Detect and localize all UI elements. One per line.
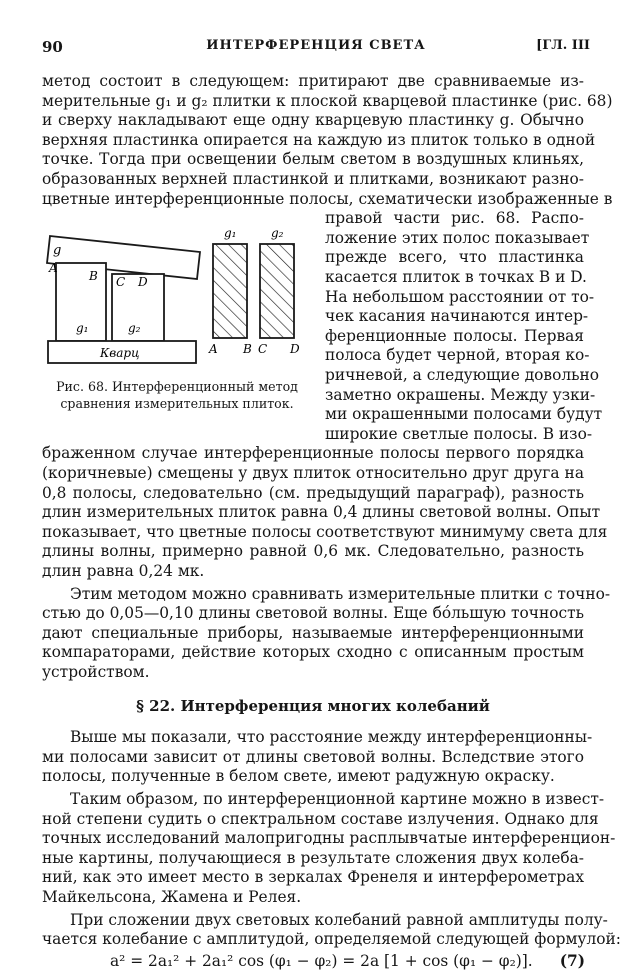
text-line: правой части рис. 68. Распо- [325,209,584,228]
text-line: чек касания начинаются интер- [325,307,589,326]
label-C-side: C [258,342,268,356]
label-g1-side: g₁ [224,226,237,240]
text-line: Майкельсона, Жамена и Релея. [42,888,302,906]
equation-number: (7) [559,951,585,970]
figure-68-diagram [40,222,310,372]
text-line: показывает, что цветные полосы соответствуют минимуму света для [42,522,608,541]
text-line: 0,8 полосы, следовательно (см. предыдущий параграф), разность [42,483,584,502]
section-title: § 22. Интерференция многих колебаний [136,696,490,715]
figure-caption-line: сравнения измерительных плиток. [60,396,294,411]
formula-7: a² = 2a₁² + 2a₁² cos (φ₁ − φ₂) = 2a [1 + cos (φ₁ − φ₂)]. [110,951,533,970]
text-line: чается колебание с амплитудой, определяемой следующей формулой: [42,930,621,949]
text-line: ные картины, получающиеся в результате сложения двух колеба- [42,848,584,867]
text-line: длин измерительных плиток равна 0,4 длины световой волны. Опыт [42,503,601,522]
text-line: ложение этих полос показывает [325,228,590,247]
text-line: Этим методом можно сравнивать измерительные плитки с точно- [70,584,611,603]
label-g2: g₂ [128,321,141,335]
fringe-pattern-g2 [260,244,294,338]
text-line: точных исследований малопригодны расплывчатые интерференцион- [42,829,616,848]
fringe-pattern-g1 [213,244,247,338]
text-line: мерительные g₁ и g₂ плитки к плоской кварцевой пластинке (рис. 68) [42,91,613,110]
text-line: и сверху накладывают еще одну кварцевую пластинку g. Обычно [42,111,584,130]
text-line: На небольшом расстоянии от то- [325,287,595,306]
text-line: широкие светлые полосы. В изо- [325,424,593,443]
label-D-side: D [290,342,300,356]
label-A: A [49,261,58,275]
text-line: касается плиток в точках B и D. [325,268,587,286]
text-line: метод состоит в следующем: притирают две сравниваемые из- [42,72,584,90]
running-header [42,38,590,58]
text-line: полоса будет черной, вторая ко- [325,346,590,365]
text-line: ричневой, а следующие довольно [325,366,600,384]
text-line: образованных верхней пластинкой и плитками, возникают разно- [42,170,584,188]
label-g2-side: g₂ [271,226,284,240]
label-D: D [138,275,148,289]
text-line: (коричневые) смещены у двух плиток относительно друг друга на [42,464,584,482]
text-line: полосы, полученные в белом свете, имеют радужную окраску. [42,767,555,786]
text-line: устройством. [42,663,150,681]
label-C: C [116,275,126,289]
label-A-side: A [209,342,218,356]
label-quartz: Кварц [100,346,140,360]
label-g1: g₁ [76,321,89,335]
text-line: ми полосами зависит от длины световой волны. Вследствие этого [42,747,584,766]
label-B-side: B [243,342,252,356]
text-line: цветные интерференционные полосы, схематически изображенные в [42,189,613,208]
text-line: длины волны, примерно равной 0,6 мк. Следовательно, разность [42,542,584,561]
text-line: компараторами, действие которых сходно с описанным простым [42,643,584,662]
figure-caption-line: Рис. 68. Интерференционный метод [56,379,298,394]
text-line: ной степени судить о спектральном составе излучения. Однако для [42,809,599,828]
text-line: ми окрашенными полосами будут [325,405,603,424]
chapter-label: [ГЛ. III [536,38,590,53]
text-line: длин равна 0,24 мк. [42,562,205,580]
text-line: заметно окрашены. Между узки- [325,385,596,404]
text-line: При сложении двух световых колебаний равной амплитуды полу- [70,910,608,929]
running-title: ИНТЕРФЕРЕНЦИЯ СВЕТА [206,38,426,53]
text-line: дают специальные приборы, называемые интерференционными [42,623,584,642]
label-g: g [53,243,62,258]
text-line: прежде всего, что пластинка [325,248,584,267]
text-line: Таким образом, по интерференционной картине можно в извест- [70,790,605,808]
text-line: ний, как это имеет место в зеркалах Френеля и интерферометрах [42,868,584,887]
text-line: Выше мы показали, что расстояние между интерференционны- [70,728,593,747]
label-B: B [89,269,98,283]
text-line: точке. Тогда при освещении белым светом в воздушных клиньях, [42,150,584,169]
page-number: 90 [42,38,63,56]
text-line: ференционные полосы. Первая [325,326,584,345]
text-line: верхняя пластинка опирается на каждую из плиток только в одной [42,130,596,149]
text-line: стью до 0,05—0,10 длины световой волны. Еще бóльшую точность [42,604,584,623]
text-line: браженном случае интерференционные полосы первого порядка [42,444,584,463]
